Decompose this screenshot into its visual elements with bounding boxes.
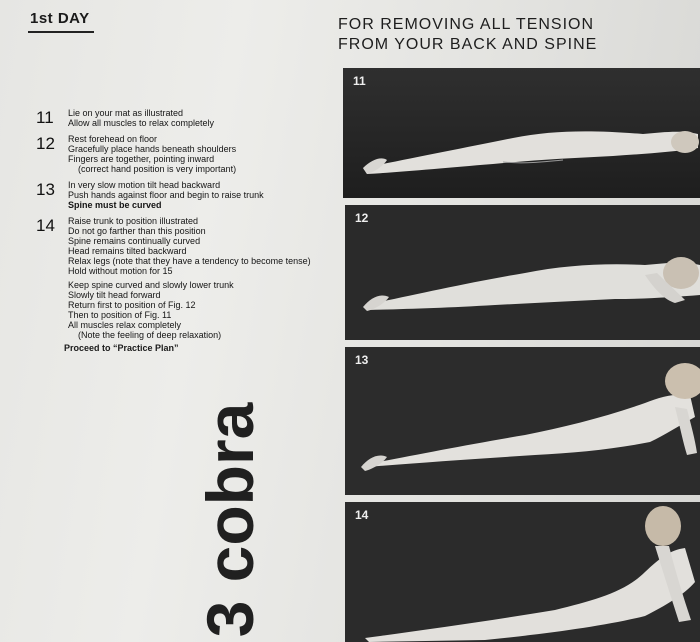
step-line: Fingers are together, pointing inward [68, 154, 215, 164]
step-11 [36, 108, 346, 128]
day-label: 1st DAY [30, 10, 90, 27]
figure-label: 14 [355, 508, 369, 522]
step-number: 13 [36, 180, 55, 199]
figure-label: 12 [355, 211, 369, 225]
figure-13-illustration [345, 347, 700, 495]
step-13 [36, 180, 346, 210]
pose-title: 3 cobra [193, 402, 267, 638]
figure-11-illustration [343, 68, 700, 198]
step-line: Head remains tilted backward [68, 246, 187, 256]
step-line: Rest forehead on floor [68, 134, 158, 144]
figure-14-illustration [345, 502, 700, 642]
step-line: Raise trunk to position illustrated [68, 216, 199, 226]
step-line: Do not go farther than this position [68, 226, 206, 236]
step-line: (correct hand position is very important) [78, 164, 237, 174]
step-number: 11 [36, 108, 54, 127]
page-heading [338, 15, 597, 55]
photo-figure-12 [345, 205, 700, 340]
step-line: Spine must be curved [68, 200, 162, 210]
photo-figure-11 [343, 68, 700, 198]
heading-line-2: FROM YOUR BACK AND SPINE [338, 36, 598, 53]
step-line: Lie on your mat as illustrated [68, 108, 184, 118]
step-line: Then to position of Fig. 11 [68, 310, 172, 320]
step-line: (Note the feeling of deep relaxation) [78, 330, 222, 340]
step-line: All muscles relax completely [68, 320, 182, 330]
step-number: 14 [36, 216, 55, 235]
step-line: Slowly tilt head forward [68, 290, 161, 300]
photo-figure-14 [345, 502, 700, 642]
heading-line-1: FOR REMOVING ALL TENSION [338, 16, 595, 33]
instructions [36, 108, 346, 342]
step-line: In very slow motion tilt head backward [68, 180, 221, 190]
figure-label: 13 [355, 353, 369, 367]
proceed-note: Proceed to “Practice Plan” [64, 343, 179, 353]
step-line: Push hands against floor and begin to raise trunk [68, 190, 264, 200]
step-12 [36, 134, 346, 174]
step-line: Keep spine curved and slowly lower trunk [68, 280, 234, 290]
step-number: 12 [36, 134, 55, 153]
step-line: Relax legs (note that they have a tendency to become tense) [68, 256, 311, 266]
photo-figure-13 [345, 347, 700, 495]
step-line: Hold without motion for 15 [68, 266, 173, 276]
day-underline [28, 31, 94, 33]
figure-label: 11 [353, 74, 366, 88]
step-14 [36, 216, 346, 340]
figure-12-illustration [345, 205, 700, 340]
step-line: Gracefully place hands beneath shoulders [68, 144, 237, 154]
step-line: Return first to position of Fig. 12 [68, 300, 196, 310]
step-line: Allow all muscles to relax completely [68, 118, 215, 128]
step-line: Spine remains continually curved [68, 236, 201, 246]
